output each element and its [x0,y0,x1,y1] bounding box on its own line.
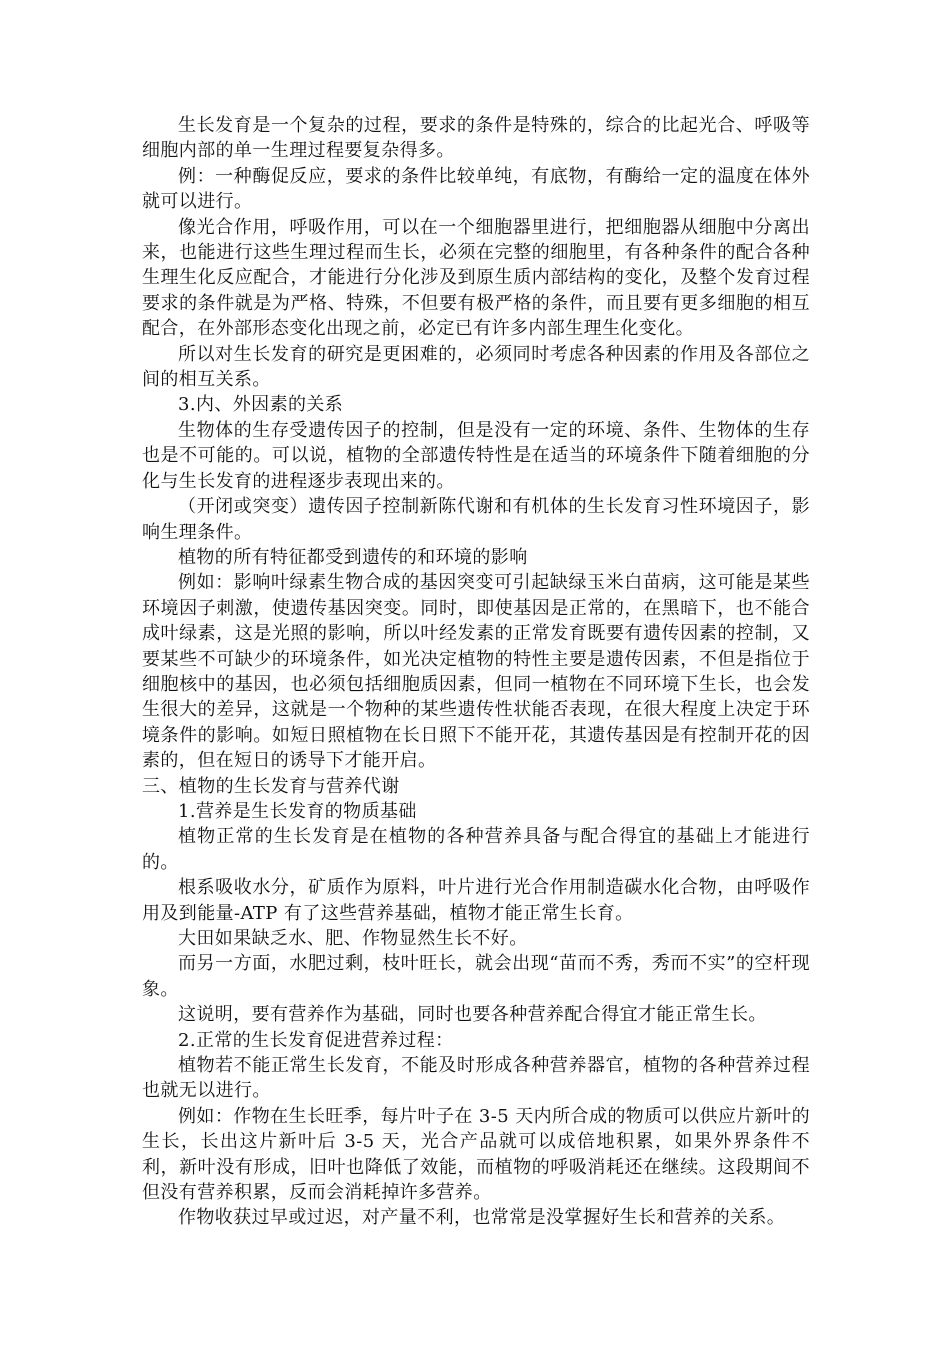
paragraph: 植物若不能正常生长发育，不能及时形成各种营养器官，植物的各种营养过程也就无以进行。 [142,1055,810,1102]
paragraph: 大田如果缺乏水、肥、作物显然生长不好。 [178,928,528,949]
paragraph: 植物正常的生长发育是在植物的各种营养具备与配合得宜的基础上才能进行的。 [142,826,810,873]
paragraph: （开闭或突变）遗传因子控制新陈代谢和有机体的生长发育习性环境因子，影响生理条件。 [142,496,810,543]
section-heading: 2.正常的生长发育促进营养过程： [178,1029,454,1051]
paragraph: 作物收获过早或过迟，对产量不利，也常常是没掌握好生长和营养的关系。 [178,1207,786,1229]
paragraph: 像光合作用，呼吸作用，可以在一个细胞器里进行，把细胞器从细胞中分离出来，也能进行这些生理过程而生长，必须在完整的细胞里，有各种条件的配合各种生理生化反应配合，才能进行分化涉及到原生质内部结构的变化，及整个发育过程要求的条件就是为严格、特殊，不但要有极严格的条件，而且要有更多细胞的相互配合，在外部形态变化出现之前，必定已有许多内部生理生化变化。 [142,216,810,340]
chapter-heading: 三、植物的生长发育与营养代谢 [142,775,400,797]
document-page [142,113,810,1231]
paragraph: 这说明，要有营养作为基础，同时也要各种营养配合得宜才能正常生长。 [178,1004,767,1026]
paragraph: 生长发育是一个复杂的过程，要求的条件是特殊的，综合的比起光合、呼吸等细胞内部的单一生理过程要复杂得多。 [142,115,810,162]
section-heading: 1.营养是生长发育的物质基础 [178,800,417,822]
section-heading: 3.内、外因素的关系 [178,394,344,416]
paragraph: 根系吸收水分，矿质作为原料，叶片进行光合作用制造碳水化合物，由呼吸作用及到能量-ATP 有了这些营养基础，植物才能正常生长育。 [142,877,810,924]
paragraph: 所以对生长发育的研究是更困难的，必须同时考虑各种因素的作用及各部位之间的相互关系。 [142,343,810,391]
paragraph: 生物体的生存受遗传因子的控制，但是没有一定的环境、条件、生物体的生存也是不可能的。可以说，植物的全部遗传特性是在适当的环境条件下随着细胞的分化与生长发育的进程逐步表现出来的。 [142,419,810,492]
paragraph: 植物的所有特征都受到遗传的和环境的影响 [178,546,528,568]
paragraph: 而另一方面，水肥过剩，枝叶旺长，就会出现“苗而不秀，秀而不实”的空杆现象。 [142,953,810,1000]
paragraph: 例如：影响叶绿素生物合成的基因突变可引起缺绿玉米白苗病，这可能是某些环境因子刺激，使遗传基因突变。同时，即使基因是正常的，在黑暗下，也不能合成叶绿素，这是光照的影响，所以叶经发素的正常发育既要有遗传因素的控制，又要某些不可缺少的环境条件，如光决定植物的特性主要是遗传因素，不但是指位于细胞核中的基因，也必须包括细胞质因素，但同一植物在不同环境下生长，也会发生很大的差异，这就是一个物种的某些遗传性状能否表现，在很大程度上决定于环境条件的影响。如短日照植物在长日照下不能开花，其遗传基因是有控制开花的因素的，但在短日的诱导下才能开启。 [142,572,810,772]
paragraph: 例：一种酶促反应，要求的条件比较单纯，有底物，有酶给一定的温度在体外就可以进行。 [142,165,810,213]
paragraph: 例如：作物在生长旺季，每片叶子在 3-5 天内所合成的物质可以供应片新叶的生长，长出这片新叶后 3-5 天，光合产品就可以成倍地积累，如果外界条件不利，新叶没有形成，旧叶也降低了效能，而植物的呼吸消耗还在继续。这段期间不但没有营养积累，反而会消耗掉许多营养。 [142,1105,810,1204]
